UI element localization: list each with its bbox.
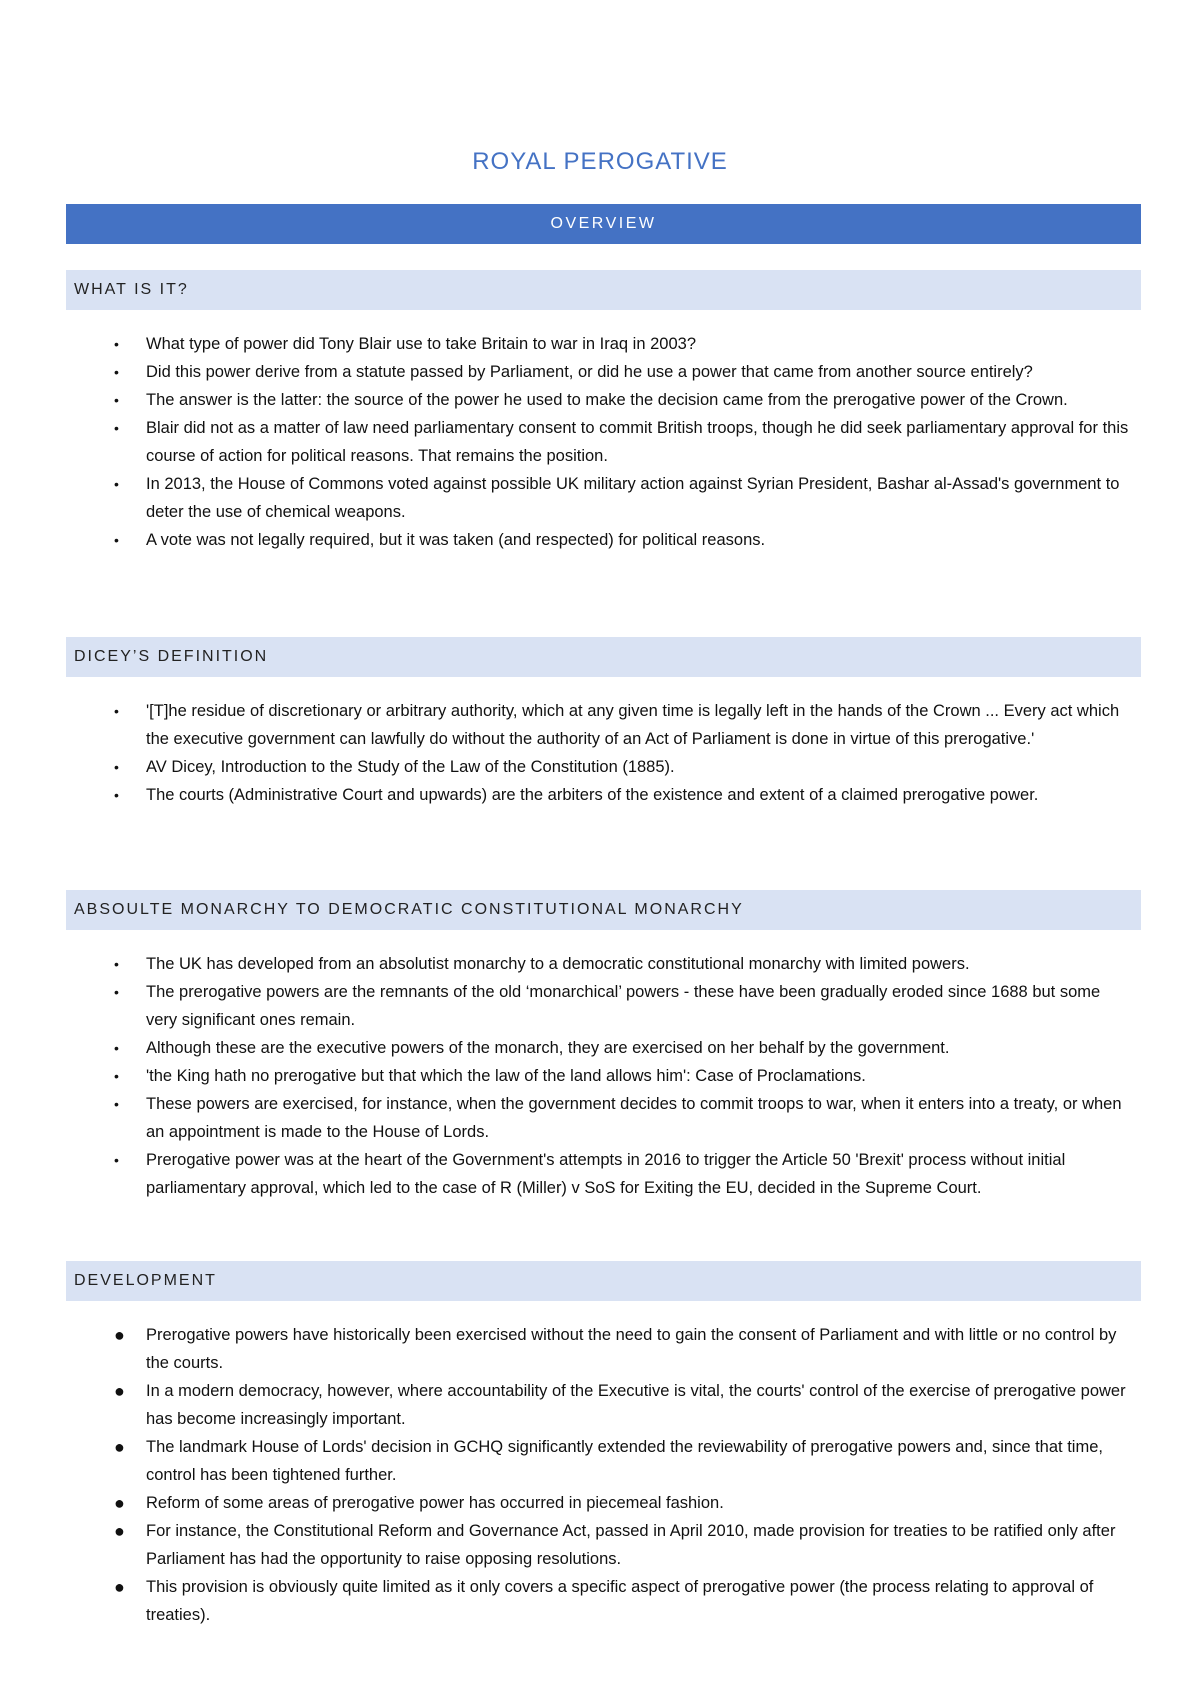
list-item [114,753,1141,781]
list-item [114,1090,1141,1146]
section-monarchy [66,890,1141,1202]
bullet-list [66,697,1141,809]
list-item [114,330,1141,358]
bullet-icon: • [114,532,119,548]
bullet-list [66,1321,1141,1629]
bullet-list [66,330,1141,554]
bullet-icon: ● [114,1325,125,1345]
bullet-icon: • [114,984,119,1000]
bullet-text: For instance, the Constitutional Reform and Governance Act, passed in April 2010, made provision for treaties to be ratified only after Parliament has had the opportunity to raise opposing resolutions. [146,1522,1116,1568]
list-item [114,1489,1141,1517]
bullet-text: Prerogative power was at the heart of the Government's attempts in 2016 to trigger the Article 50 'Brexit' process without initial parliamentary approval, which led to the case of R (Miller) v SoS for Exiting the EU, decided in the Supreme Court. [146,1151,1066,1197]
bullet-text: What type of power did Tony Blair use to take Britain to war in Iraq in 2003? [146,335,696,353]
list-item [114,526,1141,554]
list-item [114,1573,1141,1629]
section-heading: ABSOULTE MONARCHY TO DEMOCRATIC CONSTITUTIONAL MONARCHY [66,890,1141,930]
bullet-icon: • [114,1040,119,1056]
list-item [114,1062,1141,1090]
bullet-text: Although these are the executive powers of the monarch, they are exercised on her behalf by the government. [146,1039,950,1057]
bullet-text: Did this power derive from a statute passed by Parliament, or did he use a power that came from another source entirely? [146,363,1033,381]
list-item [114,697,1141,753]
bullet-icon: ● [114,1521,125,1541]
list-item [114,358,1141,386]
bullet-text: The answer is the latter: the source of the power he used to make the decision came from the prerogative power of the Crown. [146,391,1068,409]
section-development [66,1261,1141,1629]
bullet-text: 'the King hath no prerogative but that which the law of the land allows him': Case of Proclamations. [146,1067,866,1085]
section-what-is-it [66,270,1141,554]
bullet-icon: ● [114,1437,125,1457]
bullet-icon: • [114,759,119,775]
list-item [114,950,1141,978]
list-item [114,1146,1141,1202]
bullet-icon: • [114,476,119,492]
bullet-icon: • [114,420,119,436]
bullet-text: AV Dicey, Introduction to the Study of the Law of the Constitution (1885). [146,758,675,776]
section-heading: DICEY’S DEFINITION [66,637,1141,677]
bullet-icon: • [114,1096,119,1112]
bullet-list [66,950,1141,1202]
bullet-icon: • [114,703,119,719]
bullet-text: A vote was not legally required, but it was taken (and respected) for political reasons. [146,531,766,549]
section-dicey-definition [66,637,1141,809]
bullet-text: Reform of some areas of prerogative power has occurred in piecemeal fashion. [146,1494,724,1512]
section-heading: WHAT IS IT? [66,270,1141,310]
bullet-icon: • [114,1068,119,1084]
bullet-icon: ● [114,1493,125,1513]
bullet-icon: ● [114,1577,125,1597]
bullet-text: Blair did not as a matter of law need parliamentary consent to commit British troops, though he did seek parliamentary approval for this course of action for political reasons. That remains the position. [146,419,1129,465]
overview-banner: OVERVIEW [66,204,1141,244]
bullet-icon: • [114,336,119,352]
bullet-text: The courts (Administrative Court and upwards) are the arbiters of the existence and extent of a claimed prerogative power. [146,786,1039,804]
section-heading: DEVELOPMENT [66,1261,1141,1301]
bullet-text: '[T]he residue of discretionary or arbitrary authority, which at any given time is legally left in the hands of the Crown ... Every act which the executive government can lawfully do without the authority of an Act of Parliament is done in virtue of this prerogative.' [146,702,1120,748]
list-item [114,470,1141,526]
bullet-icon: • [114,392,119,408]
bullet-text: This provision is obviously quite limited as it only covers a specific aspect of prerogative power (the process relating to approval of treaties). [146,1578,1094,1624]
page-title: ROYAL PEROGATIVE [472,148,728,175]
list-item [114,781,1141,809]
list-item [114,1034,1141,1062]
list-item [114,386,1141,414]
list-item [114,978,1141,1034]
list-item [114,1377,1141,1433]
list-item [114,1321,1141,1377]
bullet-text: Prerogative powers have historically been exercised without the need to gain the consent of Parliament and with little or no control by the courts. [146,1326,1117,1372]
bullet-icon: ● [114,1381,125,1401]
list-item [114,414,1141,470]
bullet-icon: • [114,1152,119,1168]
bullet-text: These powers are exercised, for instance, when the government decides to commit troops to war, when it enters into a treaty, or when an appointment is made to the House of Lords. [146,1095,1122,1141]
list-item [114,1517,1141,1573]
bullet-icon: • [114,956,119,972]
bullet-text: In 2013, the House of Commons voted against possible UK military action against Syrian President, Bashar al-Assad's government to deter the use of chemical weapons. [146,475,1120,521]
bullet-text: The landmark House of Lords' decision in GCHQ significantly extended the reviewability of prerogative powers and, since that time, control has been tightened further. [146,1438,1103,1484]
bullet-text: In a modern democracy, however, where accountability of the Executive is vital, the courts' control of the exercise of prerogative power has become increasingly important. [146,1382,1126,1428]
bullet-text: The prerogative powers are the remnants of the old ‘monarchical’ powers - these have been gradually eroded since 1688 but some very significant ones remain. [146,983,1101,1029]
list-item [114,1433,1141,1489]
bullet-icon: • [114,364,119,380]
bullet-text: The UK has developed from an absolutist monarchy to a democratic constitutional monarchy with limited powers. [146,955,970,973]
bullet-icon: • [114,787,119,803]
